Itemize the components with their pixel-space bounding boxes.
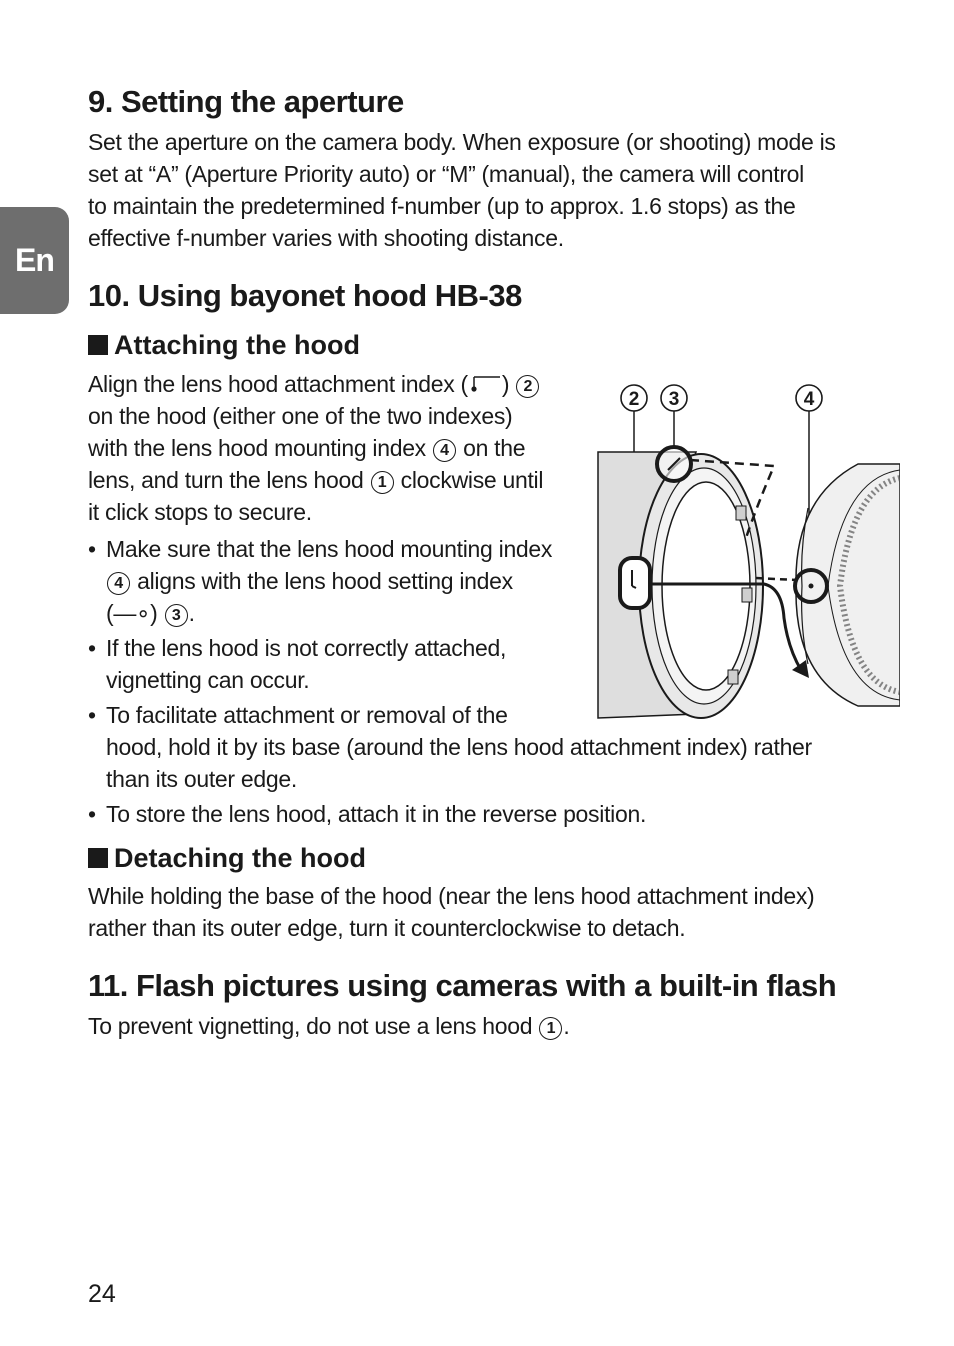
circled-number-1: 1 xyxy=(371,471,394,494)
figure-label-2: 2 xyxy=(628,389,640,410)
section-9-line: to maintain the predetermined f-number (up to approx. 1.6 stops) as the xyxy=(88,193,796,219)
lens-hood-illustration xyxy=(596,378,900,723)
section-11-heading: 11. Flash pictures using cameras with a built-in flash xyxy=(88,968,837,1003)
circled-number-3: 3 xyxy=(165,604,188,627)
bullet-item: • If the lens hood is not correctly attached, vignetting can occur. xyxy=(88,635,507,693)
attaching-hood-heading: Attaching the hood xyxy=(88,329,360,361)
hood-attachment-index-marker xyxy=(620,558,650,608)
figure-label-4: 4 xyxy=(803,389,815,410)
square-bullet-icon xyxy=(88,848,108,868)
detach-line: rather than its outer edge, turn it counterclockwise to detach. xyxy=(88,915,686,941)
figure-label-3: 3 xyxy=(668,389,680,410)
attach-line-2: on the hood (either one of the two indexes) xyxy=(88,403,513,429)
section-10-heading: 10. Using bayonet hood HB-38 xyxy=(88,278,522,313)
section-9-heading: 9. Setting the aperture xyxy=(88,84,404,119)
bullet-item: • Make sure that the lens hood mounting index 4 aligns with the lens hood setting index (—∘) 3 . xyxy=(88,536,553,626)
attach-line-1: Align the lens hood attachment index ( ) 2 xyxy=(88,368,540,400)
attach-line-3: with the lens hood mounting index 4 on the xyxy=(88,435,526,461)
attach-line-5: it click stops to secure. xyxy=(88,499,312,525)
page-number: 24 xyxy=(88,1280,116,1308)
circled-number-2: 2 xyxy=(516,375,539,398)
bullet-item: • To facilitate attachment or removal of the hood, hold it by its base (around the lens hood attachment index) rather than its outer edge. xyxy=(88,702,812,792)
circled-number-1: 1 xyxy=(539,1017,562,1040)
square-bullet-icon xyxy=(88,335,108,355)
bullet-item: • To store the lens hood, attach it in the reverse position. xyxy=(88,801,647,827)
section-9-line: set at “A” (Aperture Priority auto) or “M” (manual), the camera will control xyxy=(88,161,804,187)
detaching-hood-heading: Detaching the hood xyxy=(88,842,366,874)
language-tab: En xyxy=(0,207,69,314)
section-9-line: Set the aperture on the camera body. When exposure (or shooting) mode is xyxy=(88,129,836,155)
detach-line: While holding the base of the hood (near the lens hood attachment index) xyxy=(88,883,815,909)
hood-attachment-index-icon xyxy=(468,374,502,394)
section-11-line: To prevent vignetting, do not use a lens hood 1 . xyxy=(88,1013,570,1039)
circled-number-4: 4 xyxy=(107,572,130,595)
circled-number-4: 4 xyxy=(433,439,456,462)
attach-line-4: lens, and turn the lens hood 1 clockwise until xyxy=(88,467,544,493)
section-9-line: effective f-number varies with shooting distance. xyxy=(88,225,564,251)
